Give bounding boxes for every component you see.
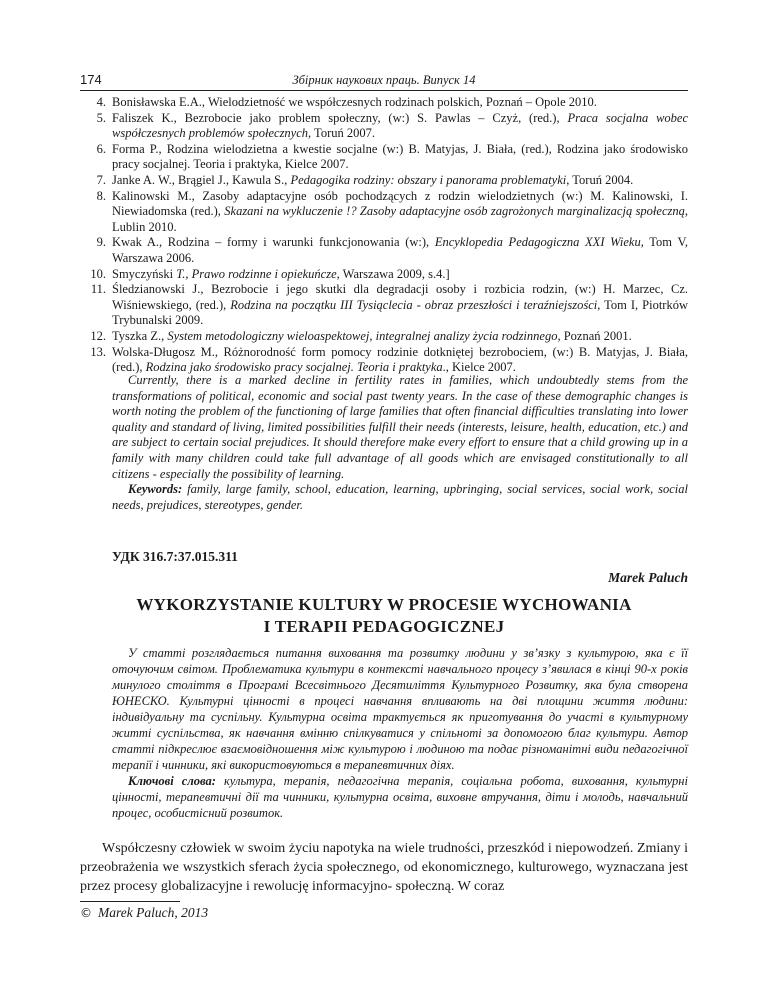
article-title-line-1: WYKORZYSTANIE KULTURY W PROCESIE WYCHOWANIA — [136, 595, 632, 614]
reference-text: Tom I, Piotrków Trybunalski 2009. — [112, 297, 688, 328]
reference-text: Smyczyński — [112, 266, 177, 281]
body-paragraph: Współczesny człowiek w swoim życiu napotyka na wiele trudności, przeszkód i niepowodzeń. Zmiany i przeobrażenia we wszystkich sferach życia społecznego, od ekonomicznego, kulturowego, wyznaczana jest przez procesy globalizacyjne i rewolucję informacyjno- społeczną. W coraz — [80, 841, 688, 894]
running-header — [80, 72, 688, 90]
reference-text: Faliszek K., Bezrobocie jako problem społeczny, (w:) S. Pawlas – Czyż, (red.), — [112, 110, 568, 125]
reference-title: System metodologiczny wieloaspektowej, integralnej analizy życia rodzinnego — [167, 328, 558, 343]
article-title — [80, 594, 688, 638]
english-keywords-text: family, large family, school, education, learning, upbringing, social services, social work, social needs, prejudices, stereotypes, gender. — [112, 482, 688, 512]
copyright-footnote — [80, 905, 208, 921]
ukrainian-keywords-label: Ключові слова: — [128, 774, 216, 788]
reference-number: 12. — [90, 328, 106, 343]
reference-item — [80, 329, 688, 345]
header-rule — [80, 90, 688, 91]
udc-code: УДК 316.7:37.015.311 — [112, 549, 238, 564]
english-keywords — [112, 482, 688, 513]
reference-number: 8. — [96, 188, 106, 203]
reference-text: , Toruń 2007. — [308, 126, 375, 141]
reference-text: Tyszka Z., — [112, 328, 168, 343]
reference-text: , Warszawa 2009, s.4.] — [336, 266, 450, 281]
reference-text: Kalinowski M., Zasoby adaptacyjne osób pochodzących z rodzin wielodzietnych (w:) M. Kalinowski, I. Niewiadomska (red.), — [112, 188, 688, 219]
reference-text: , Toruń 2004. — [566, 172, 634, 187]
body-text — [80, 839, 688, 896]
reference-title: Skazani na wykluczenie !? Zasoby adaptacyjne osób zagrożonych marginalizacją społeczną — [224, 204, 685, 219]
reference-title: Pedagogika rodziny: obszary i panorama problematyki — [290, 172, 567, 187]
reference-number: 5. — [96, 110, 106, 125]
reference-text: Forma P., Rodzina wielodzietna a kwestie socjalne (w:) B. Matyjas, J. Biała, (red.), Rodzina jako środowisko pracy socjalnej. Teoria i praktyka, Kielce 2007. — [112, 141, 688, 172]
reference-text: , Poznań 2001. — [557, 328, 632, 343]
reference-title: Rodzina na początku III Tysiąclecia - obraz przeszłości i teraźniejszości, — [230, 297, 601, 312]
reference-text: , Lublin 2010. — [112, 204, 688, 234]
article-author: Marek Paluch — [608, 570, 688, 585]
english-keywords-label: Keywords: — [128, 482, 183, 497]
reference-item — [80, 235, 688, 266]
ukrainian-keywords — [112, 773, 688, 821]
english-abstract-text: Currently, there is a marked decline in fertility rates in families, which undoubtedly stems from the transformations of political, economic and social past twenty years. In the case of these demographic changes is worth noting the problem of the functioning of large families that often financial difficulties translating into lower quality and standard of living, limited possibilities fulfill their needs (interests, leisure, health, education, etc.) and are subject to certain social prejudices. It should therefore make every effort to ensure that a child growing up in a family with many children could take full advantage of all goods which are envisaged constitutionally to all citizens - especially the possibility of learning. — [112, 373, 688, 481]
reference-text: Wolska-Długosz M., Różnorodność form pomocy rodzinie dotkniętej bezrobociem, (w:) B. Matyjas, J. Biała, (red.), — [112, 344, 688, 375]
ukrainian-abstract-text: У статті розглядається питання виховання та розвитку людини у зв’язку з культурою, яка є її оточуючим світом. Проблематика культури в контексті навчального процесу з’явилася в кінці 90-х років минулого століття в Програмі Всесвітнього Десятиліття Культурного Розвитку, яка була створена ЮНЕСКО. Культурні цінності в процесі навчання впливають на дві площини життя людини: індивідуальну та суспільну. Культурна освіта трактується як приготування до участі в культурному житті суспільства, як навчання вмінню спілкуватися у спільноті за допомогою благ культури. Автор статті підкреслює взаємовідношення між культурою і людиною та подає різноманітні види педагогічної терапії і чинники, які використовуються в терапевтичних діях. — [112, 646, 688, 772]
reference-number: 11. — [90, 282, 106, 297]
reference-text: Śledzianowski J., Bezrobocie i jego skutki dla degradacji osoby i rozbicia rodzin, (w:) H. Marzec, Cz. Wiśniewskiego, (red.), — [112, 282, 688, 312]
page-number: 174 — [80, 72, 102, 87]
reference-list — [80, 95, 688, 376]
english-abstract — [112, 373, 688, 513]
copyright-holder: Marek Paluch, 2013 — [98, 905, 209, 920]
reference-text: , Tom V, Warszawa 2006. — [112, 235, 688, 265]
reference-number: 13. — [90, 344, 106, 359]
reference-text: Bonisławska E.A., Wielodzietność we współczesnych rodzinach polskich, Poznań – Opole 2010. — [112, 95, 597, 109]
reference-number: 4. — [96, 95, 106, 109]
reference-item — [80, 267, 688, 283]
reference-number: 9. — [96, 235, 106, 250]
reference-item — [80, 142, 688, 173]
copyright-symbol: © — [80, 906, 92, 920]
reference-item — [80, 282, 688, 329]
reference-item — [80, 95, 688, 111]
reference-item — [80, 345, 688, 376]
reference-text: Janke A. W., Brągiel J., Kawula S., — [112, 172, 291, 187]
reference-title: Rodzina jako środowisko pracy socjalnej. Teoria i praktyka — [145, 360, 443, 375]
footnote-rule — [80, 901, 180, 902]
reference-title: Praca socjalna wobec współczesnych problemów społecznych — [112, 110, 688, 141]
reference-item — [80, 111, 688, 142]
reference-text: Kwak A., Rodzina – formy i warunki funkcjonowania (w:), — [112, 235, 435, 250]
ukrainian-keywords-text: культура, терапія, педагогічна терапія, соціальна робота, виховання, культурні цінності, терапевтичні дії та чинники, культурна освіта, виховне втручання, діти і молодь, навчальний процес, особистісний розвиток. — [112, 774, 688, 820]
reference-number: 10. — [90, 266, 106, 281]
reference-title: Encyklopedia Pedagogiczna XXI Wieku — [434, 235, 641, 250]
reference-title: T., Prawo rodzinne i opiekuńcze — [176, 266, 337, 281]
article-title-line-2: I TERAPII PEDAGOGICZNEJ — [263, 617, 505, 636]
reference-text: ., Kielce 2007. — [442, 360, 516, 375]
journal-title: Збірник наукових праць. Випуск 14 — [292, 73, 476, 87]
reference-item — [80, 189, 688, 236]
reference-number: 7. — [96, 172, 106, 187]
reference-item — [80, 173, 688, 189]
reference-number: 6. — [96, 141, 106, 156]
ukrainian-abstract — [112, 645, 688, 821]
